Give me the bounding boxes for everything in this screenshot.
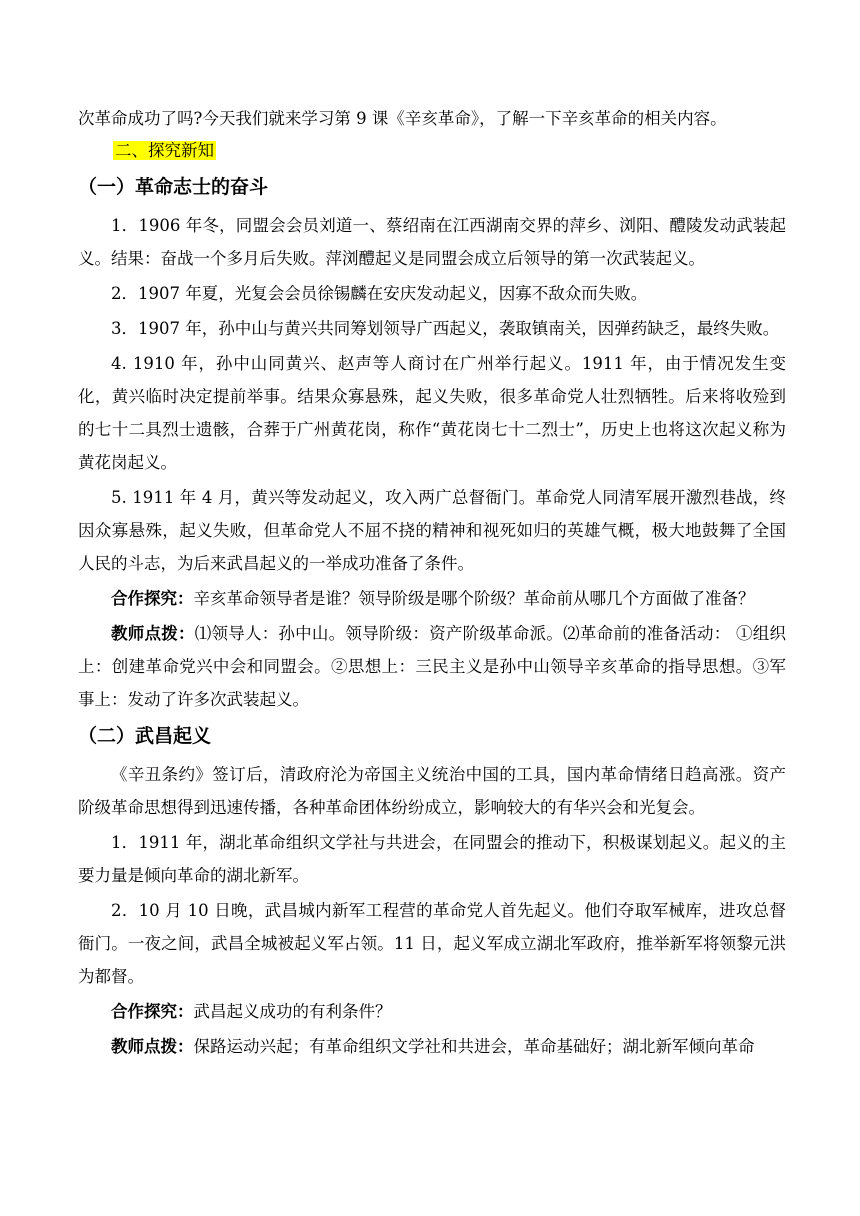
teacher-label: 教师点拨： (111, 1037, 194, 1056)
coop-text: 辛亥革命领导者是谁？领导阶级是哪个阶级？革命前从哪几个方面做了准备？ (193, 589, 755, 608)
coop-label: 合作探究： (111, 589, 194, 608)
highlighted-section-title: 二、探究新知 (115, 141, 214, 160)
part2-item-2: 2．10 月 10 日晚，武昌城内新军工程营的革命党人首先起义。他们夺取军械库，进攻总督衙门。一夜之间，武昌全城被起义军占领。11 日，起义军成立湖北军政府，推举新军将领黎元洪为都督。 (78, 901, 786, 986)
part1-item-2: 2．1907 年夏，光复会会员徐锡麟在安庆发动起义，因寡不敌众而失败。 (111, 284, 648, 303)
coop-text: 武昌起义成功的有利条件？ (193, 1002, 392, 1021)
part1-item-1: 1．1906 年冬，同盟会会员刘道一、蔡绍南在江西湖南交界的萍乡、浏阳、醴陵发动武装起义。结果：奋战一个多月后失败。萍浏醴起义是同盟会成立后领导的第一次武装起义。 (78, 216, 786, 268)
teacher-text: 保路运动兴起；有革命组织文学社和共进会，革命基础好；湖北新军倾向革命 (193, 1037, 755, 1056)
part2-heading: （二）武昌起义 (78, 725, 212, 747)
part2-intro: 《辛丑条约》签订后，清政府沦为帝国主义统治中国的工具，国内革命情绪日趋高涨。资产阶级革命思想得到迅速传播，各种革命团体纷纷成立，影响较大的有华兴会和光复会。 (78, 765, 786, 817)
section-heading-explore (113, 137, 786, 165)
part2-item-1: 1．1911 年，湖北革命组织文学社与共进会，在同盟会的推动下，积极谋划起义。起义的主要力量是倾向革命的湖北新军。 (78, 833, 786, 885)
part1-item-3: 3．1907 年，孙中山与黄兴共同筹划领导广西起义，袭取镇南关，因弹药缺乏，最终失败。 (111, 319, 780, 338)
teacher-text: ⑴领导人：孙中山。领导阶级：资产阶级革命派。⑵革命前的准备活动： ①组织上：创建革命党兴中会和同盟会。②思想上：三民主义是孙中山领导辛亥革命的指导思想。③军事上：发动了许多次武装起义。 (78, 624, 786, 709)
part1-item-4: 4. 1910 年，孙中山同黄兴、赵声等人商讨在广州举行起义。1911 年，由于情况发生变化，黄兴临时决定提前举事。结果众寡悬殊，起义失败，很多革命党人壮烈牺牲。后来将收殓到的七十二具烈士遗骸，合葬于广州黄花岗，称作“黄花岗七十二烈士”，历史上也将这次起义称为黄花岗起义。 (78, 354, 786, 472)
part1-teacher-guidance (78, 617, 786, 716)
part1-heading: （一）革命志士的奋斗 (78, 176, 269, 198)
intro-line: 次革命成功了吗?今天我们就来学习第 9 课《辛亥革命》，了解一下辛亥革命的相关内容。 (78, 109, 727, 128)
part1-cooperative-inquiry (78, 582, 786, 615)
document-page (78, 102, 786, 1065)
part1-item-5: 5. 1911 年 4 月，黄兴等发动起义，攻入两广总督衙门。革命党人同清军展开激烈巷战，终因众寡悬殊，起义失败，但革命党人不屈不挠的精神和视死如归的英雄气概，极大地鼓舞了全国人民的斗志，为后来武昌起义的一举成功准备了条件。 (78, 488, 786, 573)
part2-cooperative-inquiry (78, 995, 786, 1028)
teacher-label: 教师点拨： (111, 624, 195, 643)
coop-label: 合作探究： (111, 1002, 194, 1021)
part2-teacher-guidance (78, 1030, 786, 1063)
